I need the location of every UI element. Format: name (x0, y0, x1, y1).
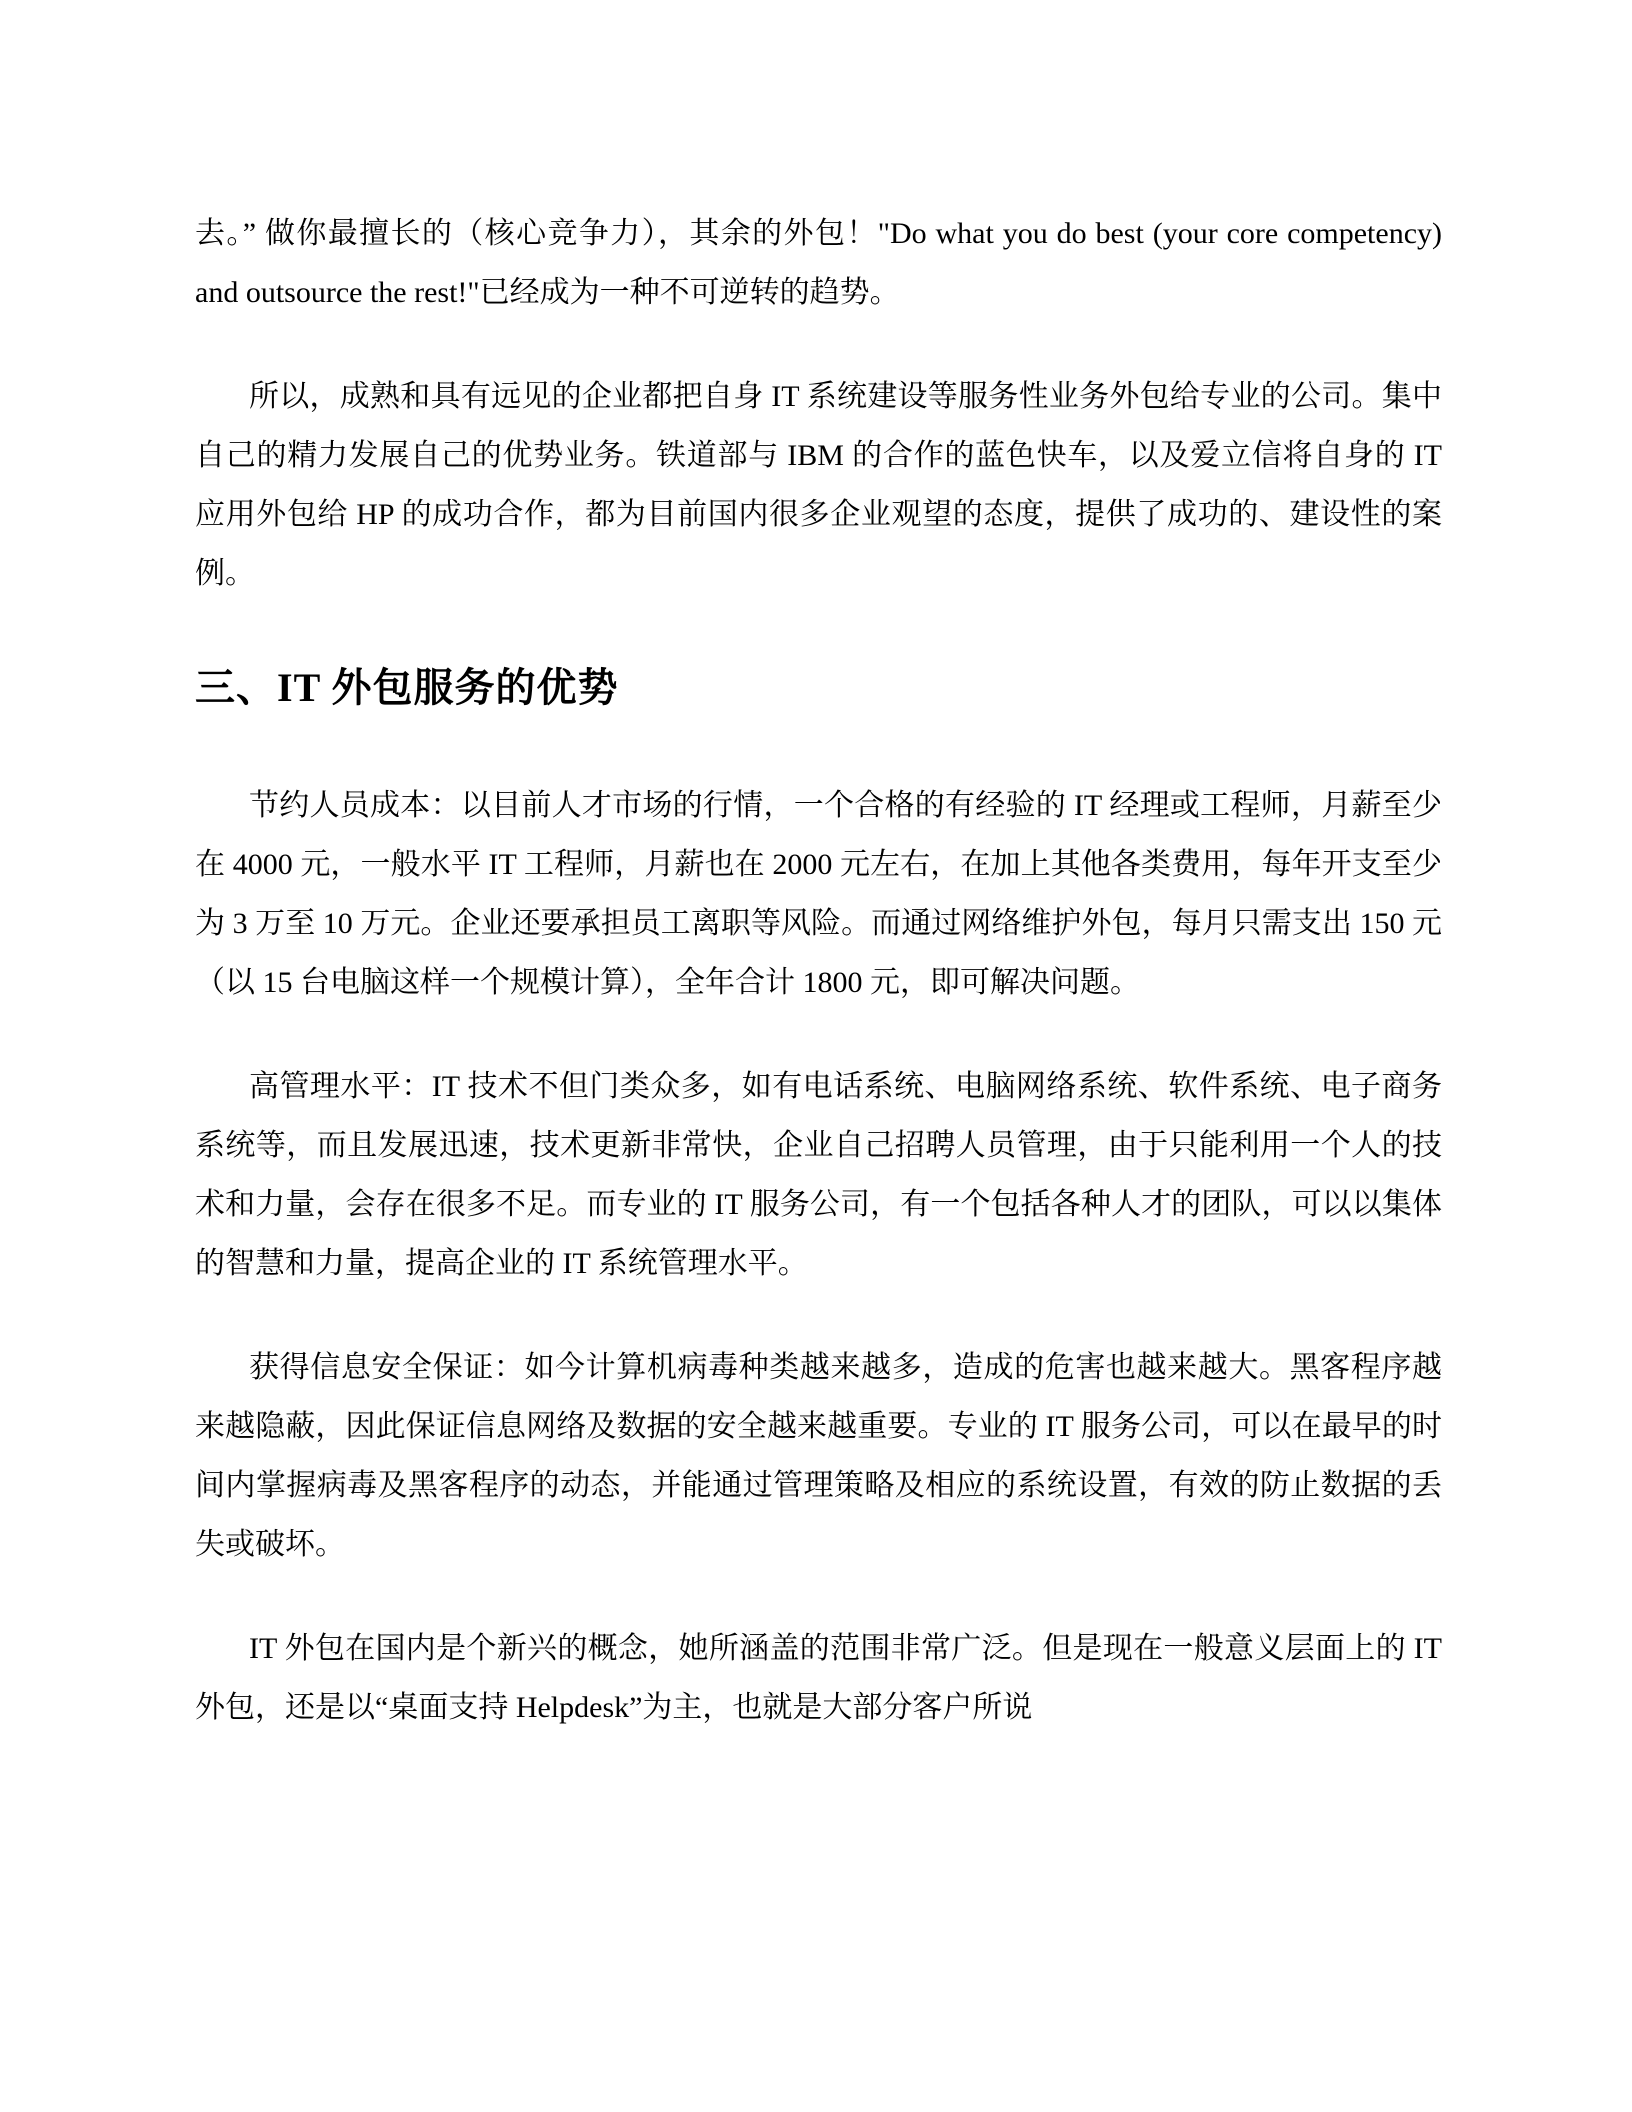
paragraph-outsourcing-examples: 所以，成熟和具有远见的企业都把自身 IT 系统建设等服务性业务外包给专业的公司。集中自己的精力发展自己的优势业务。铁道部与 IBM 的合作的蓝色快车，以及爱立信将自身的 IT 应用外包给 HP 的成功合作，都为目前国内很多企业观望的态度，提供了成功的、建设性的案例。 (195, 380, 1442, 590)
section-heading: 三、IT 外包服务的优势 (195, 665, 619, 710)
paragraph-management-level: 高管理水平：IT 技术不但门类众多，如有电话系统、电脑网络系统、软件系统、电子商务系统等，而且发展迅速，技术更新非常快，企业自己招聘人员管理，由于只能利用一个人的技术和力量，会存在很多不足。而专业的 IT 服务公司，有一个包括各种人才的团队，可以以集体的智慧和力量，提高企业的 IT 系统管理水平。 (195, 1070, 1442, 1280)
paragraph-continuation: 去。” 做你最擅长的（核心竞争力），其余的外包！"Do what you do best (your core competency) and outsource the rest!"已经成为一种不可逆转的趋势。 (195, 217, 1442, 309)
paragraph-cost-saving: 节约人员成本：以目前人才市场的行情，一个合格的有经验的 IT 经理或工程师，月薪至少在 4000 元，一般水平 IT 工程师，月薪也在 2000 元左右，在加上其他各类费用，每年开支至少为 3 万至 10 万元。企业还要承担员工离职等风险。而通过网络维护外包，每月只需支出 150 元（以 15 台电脑这样一个规模计算），全年合计 1800 元，即可解决问题。 (195, 789, 1442, 999)
paragraph-information-security: 获得信息安全保证：如今计算机病毒种类越来越多，造成的危害也越来越大。黑客程序越来越隐蔽，因此保证信息网络及数据的安全越来越重要。专业的 IT 服务公司，可以在最早的时间内掌握病毒及黑客程序的动态，并能通过管理策略及相应的系统设置，有效的防止数据的丢失或破坏。 (195, 1351, 1442, 1561)
paragraph-it-outsourcing-concept: IT 外包在国内是个新兴的概念，她所涵盖的范围非常广泛。但是现在一般意义层面上的 IT 外包，还是以“桌面支持 Helpdesk”为主，也就是大部分客户所说 (195, 1632, 1442, 1724)
